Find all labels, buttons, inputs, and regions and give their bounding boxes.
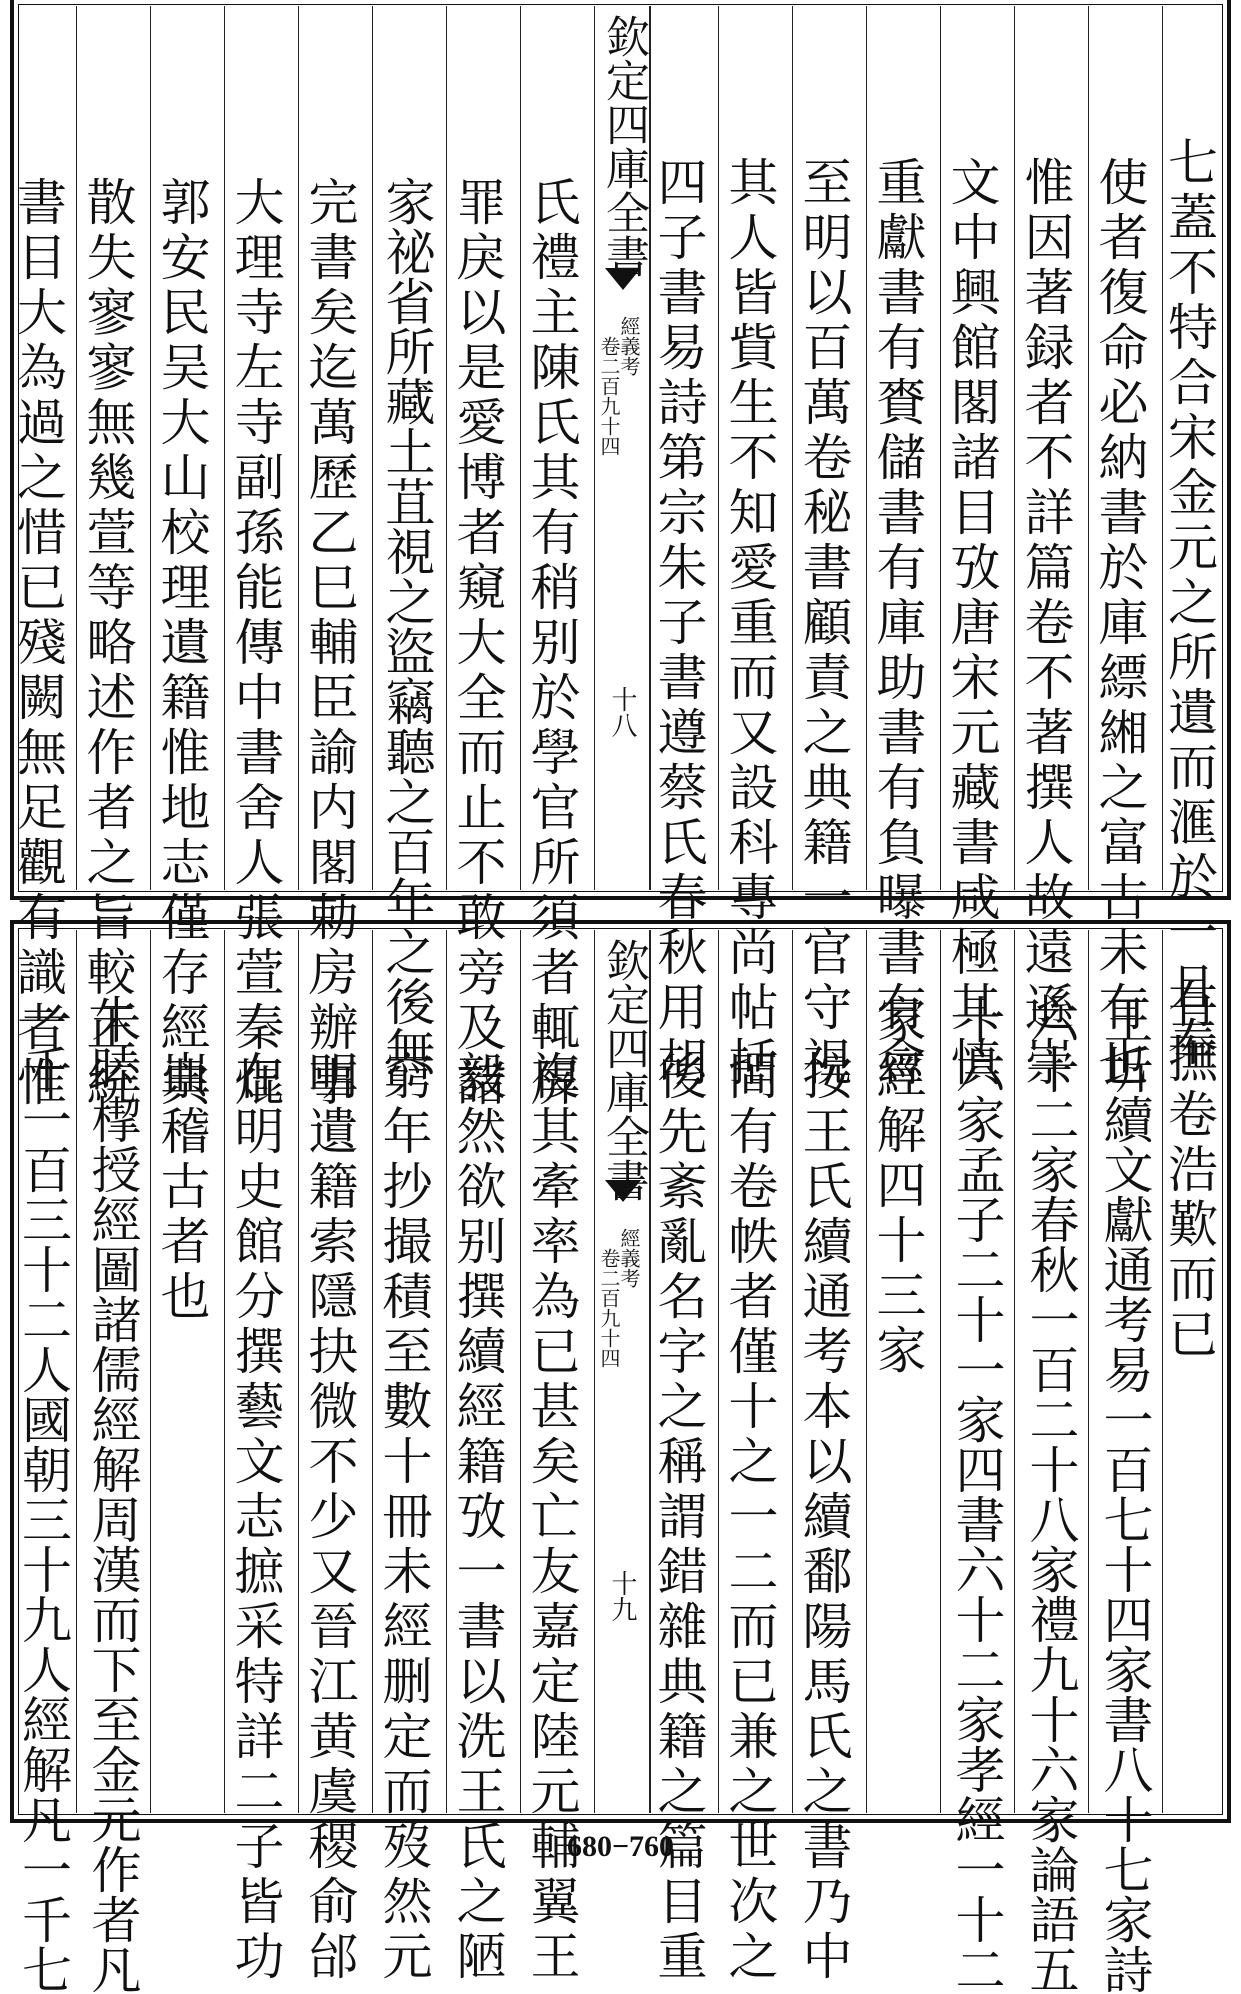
text-column bbox=[372, 6, 446, 1076]
column-text: 罪戾以是愛博者窺大全而止不敢旁及諸 bbox=[448, 176, 507, 1111]
text-column bbox=[14, 930, 76, 1994]
text-column bbox=[298, 930, 372, 1985]
top-page bbox=[9, 0, 1231, 1111]
text-column bbox=[940, 6, 1014, 1091]
text-column bbox=[224, 930, 298, 1985]
text-column bbox=[1014, 930, 1088, 1994]
column-text: 大理寺左寺副孫能傳中書舍人張萱秦焜 bbox=[226, 176, 285, 1111]
column-text: 書目大為過之惜已殘闕無足觀有識者惟 bbox=[9, 176, 67, 1111]
text-column bbox=[446, 930, 520, 1985]
column-text: 家祕省所藏土苴視之盜竊聽之百年之後無 bbox=[377, 176, 436, 1076]
column-text: 六十二家春秋一百二十八家禮九十六家論語五 bbox=[1021, 994, 1080, 1994]
text-column bbox=[649, 6, 718, 1091]
text-column bbox=[866, 930, 940, 1813]
book-title: 經義考 bbox=[617, 316, 641, 376]
column-text: 間有卷帙者僅十之一二而已兼之世次之 bbox=[720, 1050, 779, 1985]
text-column bbox=[866, 6, 940, 1091]
text-column bbox=[1088, 930, 1162, 1994]
footer-stamp: 680−760 bbox=[566, 1830, 675, 1863]
volume-number: 卷二百九十四 bbox=[597, 336, 621, 456]
text-column bbox=[372, 930, 446, 1985]
column-text: 王圻續文獻通考易一百七十四家書八十七家詩 bbox=[1095, 994, 1154, 1994]
center-title: 欽定四庫全書 bbox=[598, 14, 649, 278]
text-column bbox=[76, 930, 150, 1994]
center-title: 欽定四庫全書 bbox=[598, 938, 649, 1202]
text-column bbox=[1160, 6, 1226, 1071]
center-fold bbox=[594, 6, 650, 890]
column-text: 窮年抄撮積至數十冊未經删定而歿然元 bbox=[374, 1050, 433, 1985]
column-text: 在明史館分撰藝文志摭采特詳二子皆功 bbox=[226, 1050, 285, 1985]
column-text: 家經解四十三家 bbox=[868, 994, 927, 1379]
column-text: 後先紊亂名字之稱謂錯雜典籍之篇目重 bbox=[649, 1050, 708, 1985]
column-text: 散失寥寥無幾萱等略述作者之旨較正統 bbox=[78, 176, 137, 1111]
text-column bbox=[792, 6, 866, 1091]
top-columns bbox=[9, 0, 1227, 1111]
text-column bbox=[76, 6, 150, 1111]
column-text: 其人皆貲生不知愛重而又設科專尚帖括 bbox=[720, 156, 779, 1091]
text-column bbox=[9, 6, 76, 1111]
column-text: 一千一百三十二人國朝三十九人經解凡一千七 bbox=[14, 994, 72, 1994]
column-text: 七蓋不特合宋金元之所遺而滙於一且奉 bbox=[1160, 136, 1218, 1071]
column-text: 朱睦㮮授經圖諸儒經解周漢而下至金元作者凡 bbox=[83, 994, 142, 1994]
text-column bbox=[718, 930, 792, 1985]
text-column bbox=[150, 6, 224, 1111]
column-text: 複其牽率為已甚矣亡友嘉定陸元輔翼王 bbox=[522, 1050, 581, 1985]
column-text: 惟因著録者不詳篇卷不著撰人故遠遜崇 bbox=[1016, 156, 1075, 1091]
text-column bbox=[1088, 6, 1162, 1091]
text-column bbox=[718, 6, 792, 1091]
fishtail-mark bbox=[603, 268, 641, 294]
text-column bbox=[298, 6, 372, 1111]
center-fold bbox=[594, 930, 650, 1813]
text-column bbox=[224, 6, 298, 1111]
text-column bbox=[940, 930, 1014, 1994]
column-text: 十六家孟子二十一家四書六十二家孝經一十二 bbox=[947, 994, 1006, 1994]
column-text: 毅然欲别撰續經籍攷一書以洗王氏之陋 bbox=[448, 1050, 507, 1985]
text-column bbox=[520, 6, 594, 1111]
column-text: 使者復命必納書於庫縹緗之富古未有也 bbox=[1090, 156, 1149, 1091]
text-column bbox=[446, 6, 520, 1111]
text-column bbox=[792, 930, 866, 1985]
column-text: 至明以百萬卷秘書顧責之典籍一官守視 bbox=[794, 156, 853, 1091]
column-text: 完書矣迄萬歷乙巳輔臣諭内閣勅房辦事 bbox=[300, 176, 359, 1111]
fishtail-mark bbox=[603, 1180, 641, 1206]
page-number: 十八 bbox=[607, 686, 637, 738]
column-text: 明遺籍索隱抉微不少又晉江黄虞稷俞邰 bbox=[300, 1050, 359, 1985]
book-title: 經義考 bbox=[617, 1228, 641, 1288]
column-text: 四子書易詩第宗朱子書遵蔡氏春秋用胡 bbox=[649, 156, 708, 1091]
column-text: 郭安民吴大山校理遺籍惟地志僅存經典 bbox=[152, 176, 211, 1111]
volume-number: 卷二百九十四 bbox=[597, 1248, 621, 1368]
text-column bbox=[649, 930, 718, 1985]
text-column bbox=[520, 930, 594, 1985]
column-text: 按王氏續通考本以續鄱陽馬氏之書乃中 bbox=[794, 1050, 853, 1985]
column-text: 崇稽古者也 bbox=[152, 1050, 211, 1325]
column-text: 氏禮主陳氏其有稍别於學官所須者輒屏 bbox=[522, 176, 581, 1111]
column-text: 文中興館閣諸目攷唐宋元藏書咸極其慎 bbox=[942, 156, 1001, 1091]
text-column bbox=[1162, 930, 1226, 1813]
text-column bbox=[1014, 6, 1088, 1091]
column-text: 重獻書有賚儲書有庫助書有負曝書有會 bbox=[868, 156, 927, 1091]
text-column bbox=[150, 930, 224, 1813]
page-number: 十九 bbox=[607, 1570, 637, 1622]
column-text: 有撫卷浩歎而已 bbox=[1160, 978, 1218, 1363]
